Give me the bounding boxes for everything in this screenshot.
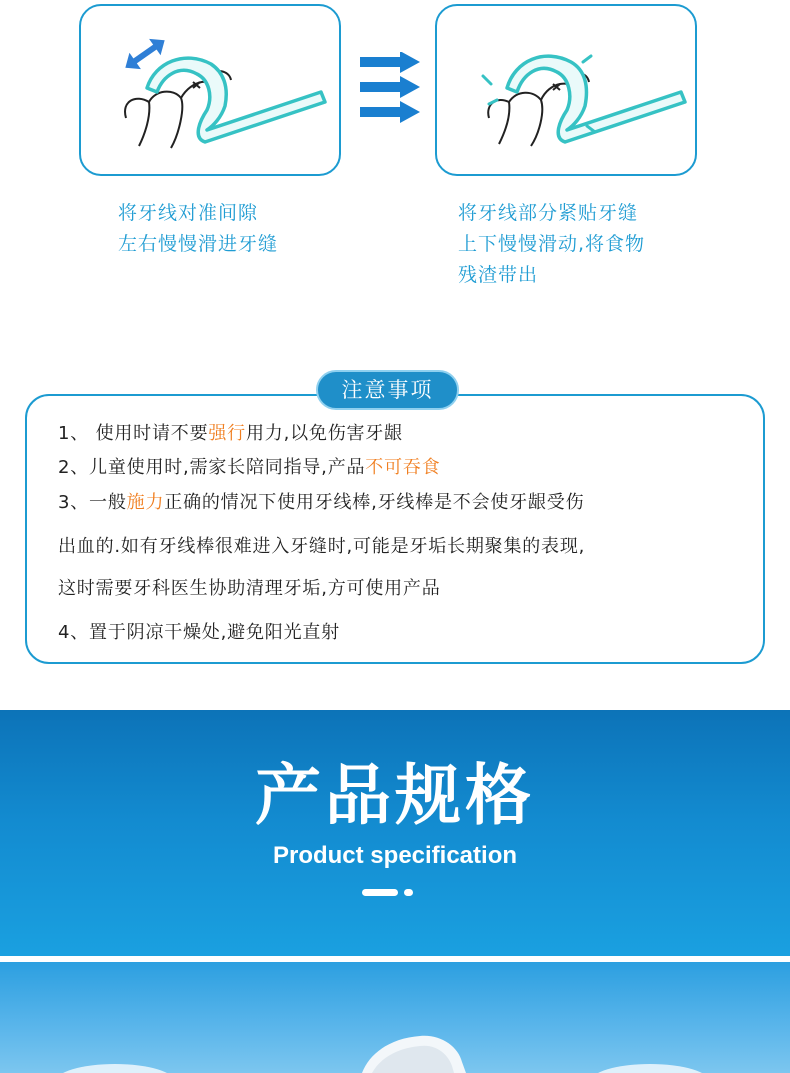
- notice-title: 注意事项: [316, 370, 459, 410]
- caption-line: 残渣带出: [458, 264, 539, 286]
- spec-title: 产品规格: [255, 757, 535, 834]
- next-step-arrows-icon: [360, 52, 424, 126]
- step-2-illustration: [435, 4, 697, 176]
- caption-line: 将牙线对准间隙: [118, 202, 259, 224]
- notice-item-4: 4、置于阴凉干燥处,避免阳光直射: [58, 622, 340, 643]
- product-photo: [0, 962, 790, 1073]
- notice-item-3-cont: 这时需要牙科医生协助清理牙垢,方可使用产品: [58, 578, 441, 599]
- product-image-area: [0, 962, 790, 1073]
- highlight-text: 施力: [126, 492, 165, 513]
- caption-line: 将牙线部分紧贴牙缝: [458, 202, 639, 224]
- notice-item-3: 3、一般施力正确的情况下使用牙线棒,牙线棒是不会使牙龈受伤: [58, 492, 585, 513]
- notice-item-1: 1、 使用时请不要强行用力,以免伤害牙龈: [58, 423, 403, 444]
- step-2-caption: [458, 198, 645, 291]
- floss-pick-slide-icon: [437, 6, 699, 178]
- notice-item-3-cont: 出血的.如有牙线棒很难进入牙缝时,可能是牙垢长期聚集的表现,: [58, 536, 586, 557]
- notice-item-2: 2、儿童使用时,需家长陪同指导,产品不可吞食: [58, 457, 441, 478]
- floss-pick-insert-icon: [81, 6, 343, 178]
- highlight-text: 不可吞食: [365, 457, 441, 478]
- highlight-text: 强行: [208, 423, 246, 444]
- spec-subtitle: Product specification: [272, 842, 518, 869]
- step-1-illustration: [79, 4, 341, 176]
- step-1-caption: [118, 198, 278, 260]
- caption-line: 左右慢慢滑进牙缝: [118, 233, 279, 255]
- caption-line: 上下慢慢滑动,将食物: [458, 233, 646, 255]
